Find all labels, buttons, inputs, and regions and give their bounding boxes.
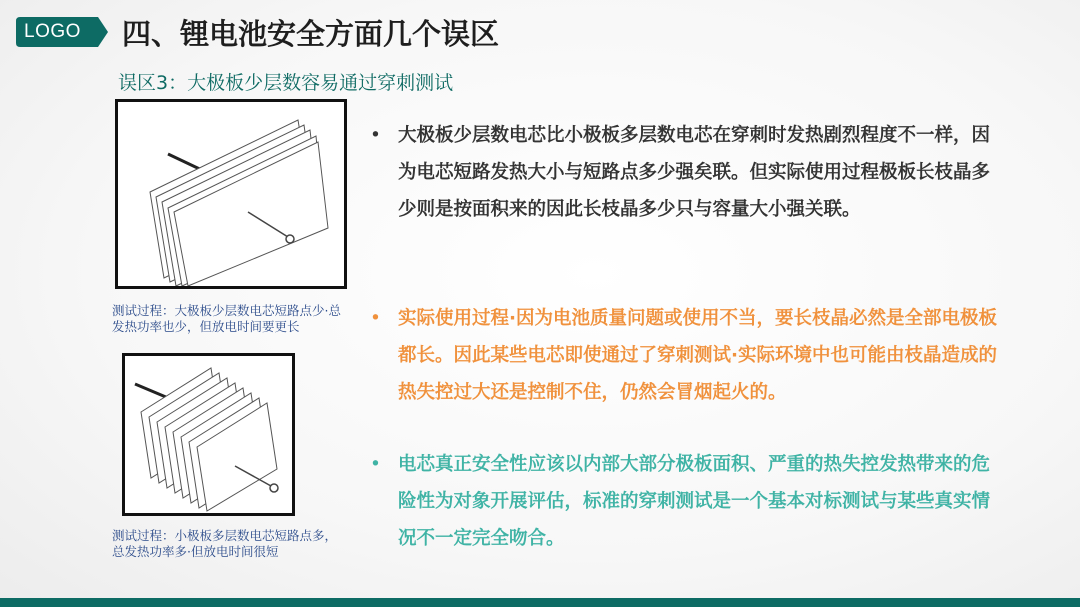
bullet-marker: • [370, 454, 381, 475]
small-plate-diagram [122, 353, 295, 516]
bullet-text: 电芯真正安全性应该以内部大部分极板面积、严重的热失控发热带来的危险性为对象开展评估，标准的穿刺测试是一个基本对标测试与某些真实情况不一定完全吻合。 [398, 454, 991, 549]
figure-caption: 测试过程：小极板多层数电芯短路点多，总发热功率多·但放电时间很短 [112, 528, 338, 559]
figure-caption: 测试过程：大极板少层数电芯短路点少·总发热功率也少，但放电时间要更长 [112, 303, 341, 334]
bullet-text: 大极板少层数电芯比小极板多层数电芯在穿刺时发热剧烈程度不一样，因为电芯短路发热大小与短路点多少强矣联。但实际使用过程极板长枝晶多少则是按面积来的因此长枝晶多少只与容量大小强关联。 [398, 125, 991, 220]
page-title: 四、锂电池安全方面几个误区 [122, 17, 500, 51]
bullet-marker: • [370, 125, 381, 146]
logo [16, 17, 108, 47]
logo-text: LOGO [24, 21, 81, 42]
page-subtitle: 误区3：大极板少层数容易通过穿刺测试 [118, 72, 454, 94]
bullet-marker: • [370, 308, 381, 329]
bottom-bar [0, 598, 1080, 607]
large-plate-diagram [115, 99, 347, 289]
bullet-text: 实际使用过程·因为电池质量问题或使用不当，要长枝晶必然是全部电极板都长。因此某些电芯即使通过了穿刺测试·实际环境中也可能由枝晶造成的热失控过大还是控制不住，仍然会冒烟起火的。 [398, 308, 998, 403]
